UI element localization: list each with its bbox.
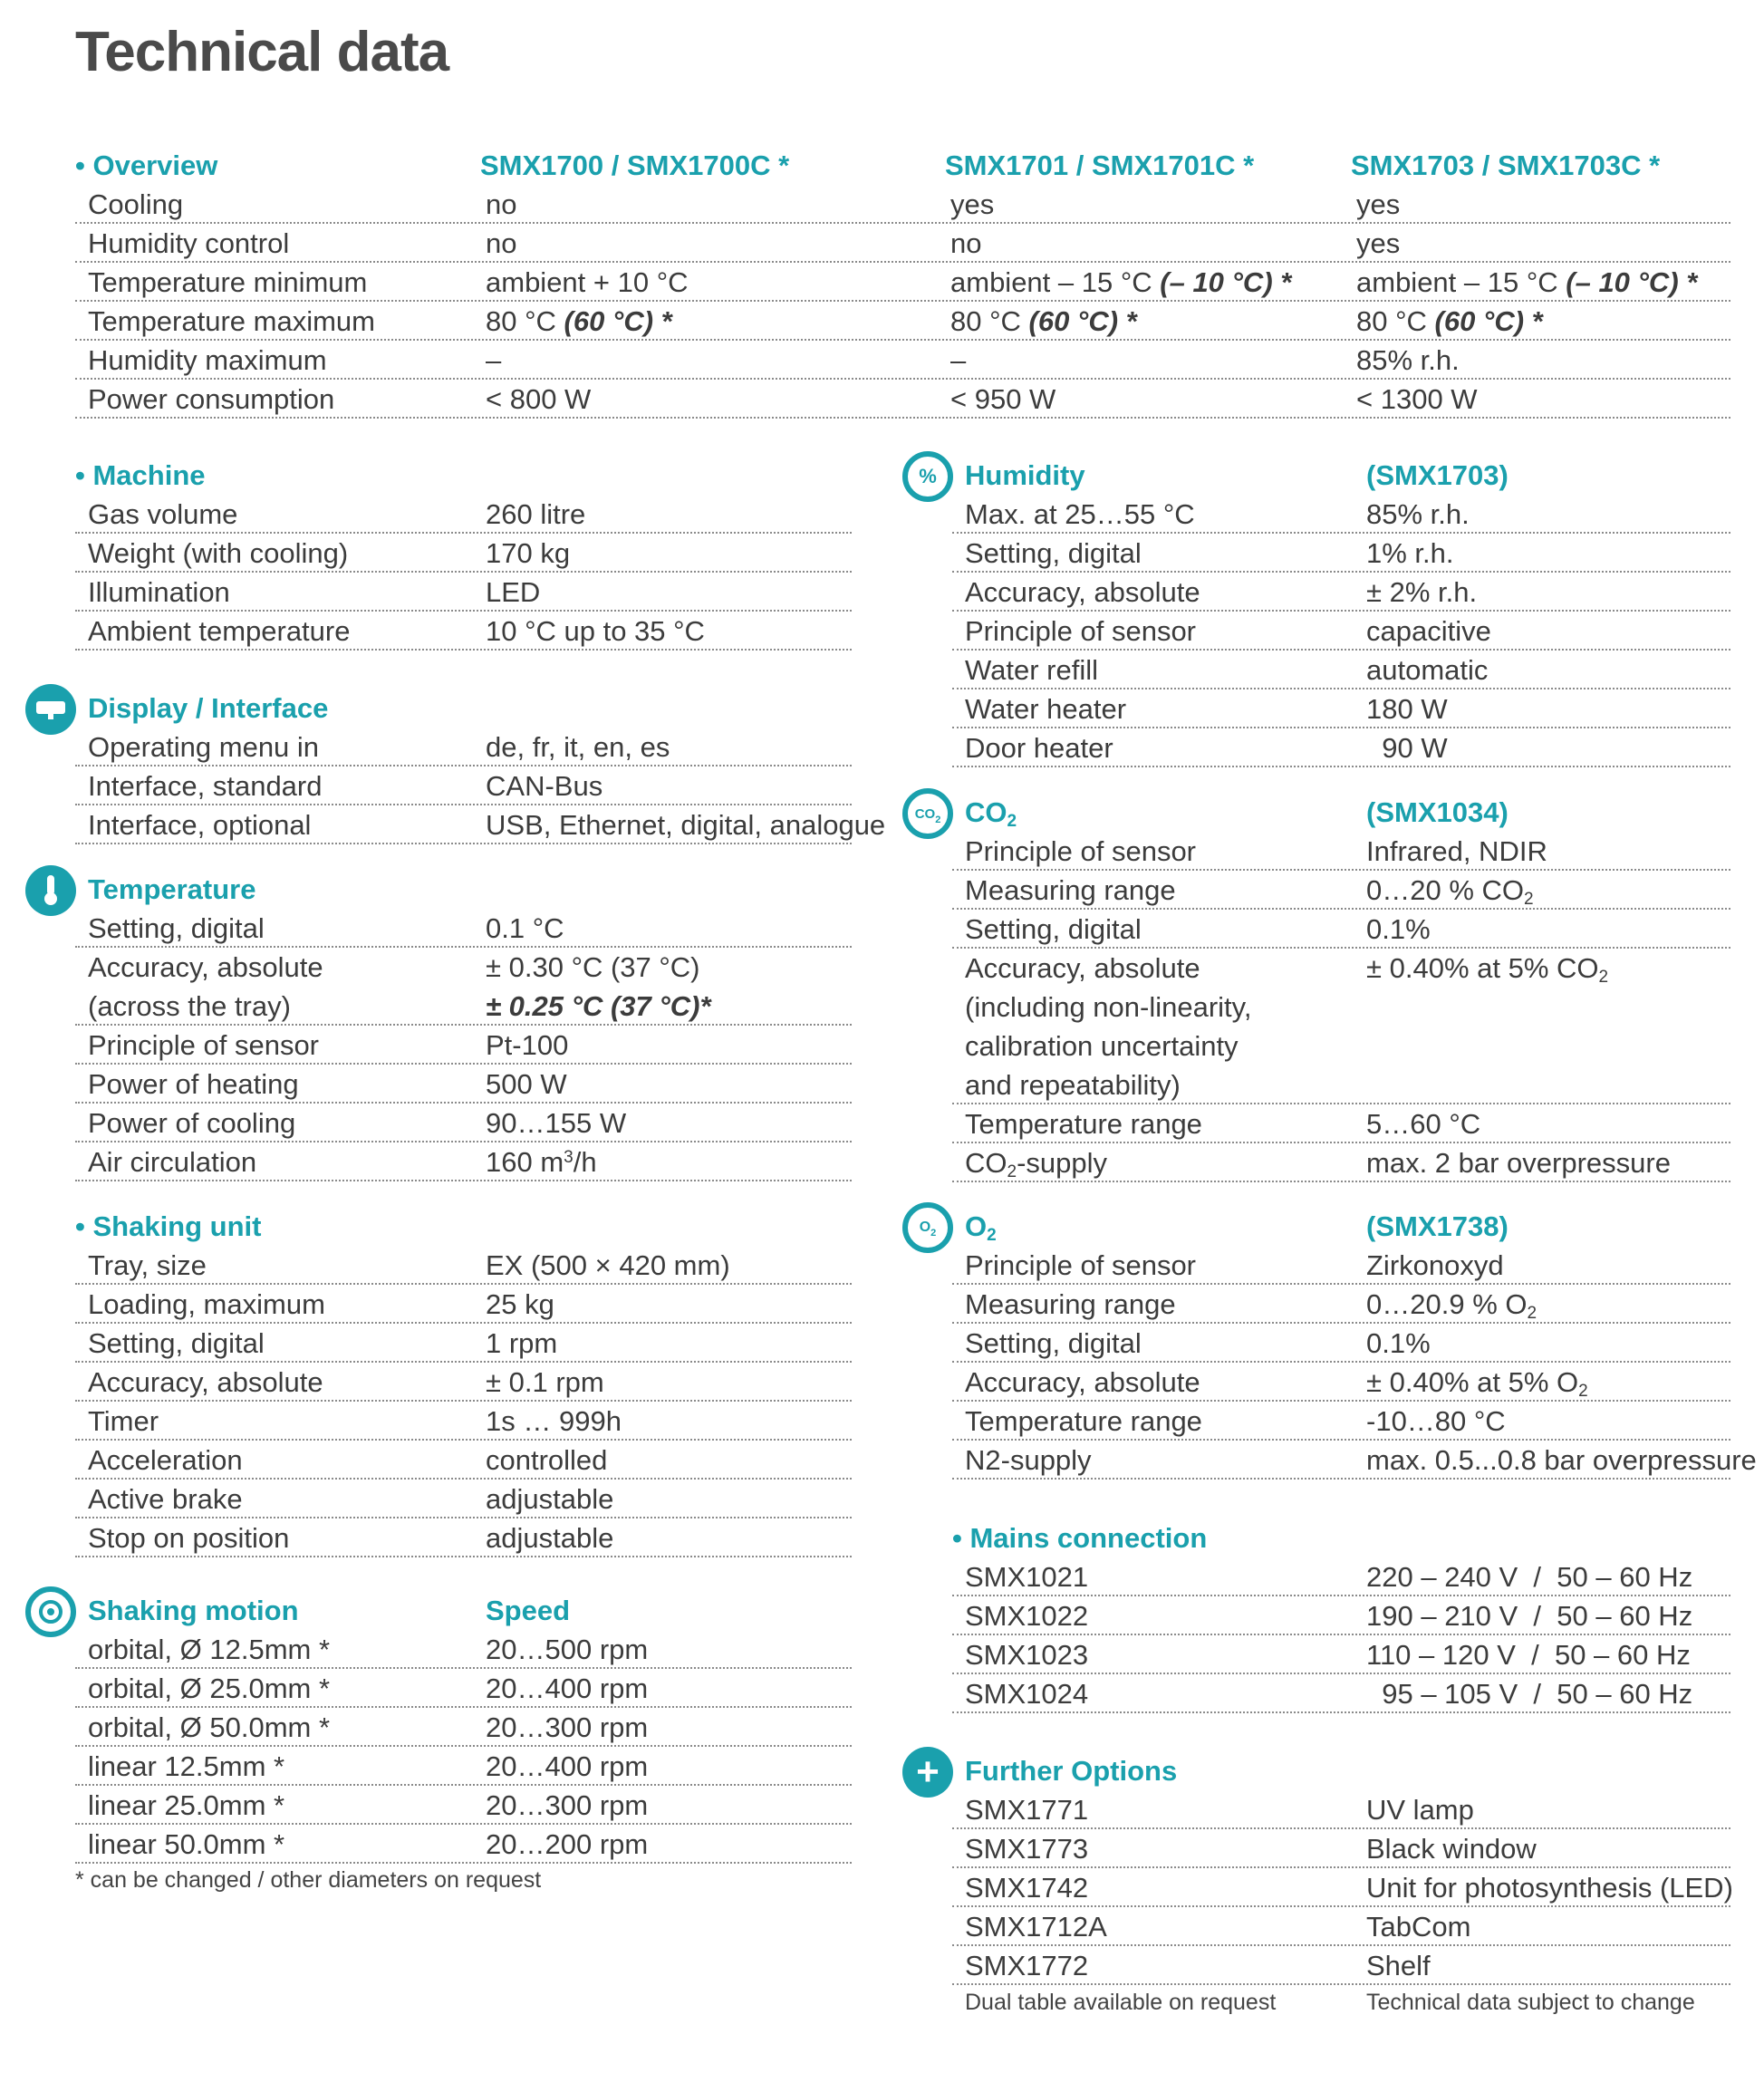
humidity-section (952, 456, 1730, 767)
table-row (952, 612, 1730, 651)
model-header-2: SMX1701 / SMX1701C * (945, 149, 1255, 181)
row-value: 1% r.h. (1366, 537, 1454, 569)
row-value: 170 kg (486, 537, 571, 569)
co2-model: (SMX1034) (1366, 796, 1509, 828)
row-label: linear 25.0mm * (88, 1789, 285, 1821)
row-label: Active brake (88, 1483, 243, 1515)
o2-section (952, 1207, 1757, 1480)
value-text: 0…20 % CO (1366, 874, 1525, 906)
row-value: yes (1356, 227, 1401, 259)
section-header (952, 1518, 1730, 1557)
table-row (75, 1747, 852, 1786)
row-value (950, 302, 1137, 341)
table-row (75, 224, 1730, 263)
row-label: Principle of sensor (965, 835, 1197, 867)
row-label: Power consumption (88, 383, 335, 415)
table-row (75, 948, 852, 987)
table-row (75, 1786, 852, 1825)
table-row (952, 871, 1730, 910)
row-label: Operating menu in (88, 731, 320, 763)
page-title: Technical data (75, 21, 449, 83)
shaking-motion-section (75, 1591, 852, 1864)
section-header (75, 1591, 852, 1630)
value-sub: 2 (1598, 968, 1609, 987)
row-value: adjustable (486, 1522, 614, 1554)
row-label: Temperature range (965, 1108, 1202, 1140)
co2-title (965, 793, 1017, 832)
row-label: Setting, digital (965, 1327, 1142, 1359)
value-text: 160 m (486, 1146, 564, 1178)
row-label: Accuracy, absolute (965, 1366, 1200, 1398)
table-row (75, 263, 1730, 302)
row-value: TabCom (1366, 1911, 1471, 1943)
row-label: SMX1024 (965, 1678, 1089, 1710)
row-label: Accuracy, absolute (965, 576, 1200, 608)
row-value: 500 W (486, 1068, 567, 1100)
row-value: yes (950, 188, 995, 220)
row-label: SMX1022 (965, 1600, 1089, 1632)
row-label: orbital, Ø 50.0mm * (88, 1711, 331, 1743)
row-label: SMX1023 (965, 1639, 1089, 1671)
row-value: no (950, 227, 982, 259)
row-label: SMX1742 (965, 1872, 1089, 1904)
table-row (75, 1363, 852, 1402)
temperature-section (75, 870, 852, 1181)
value-tail: /h (573, 1146, 597, 1178)
row-label: Humidity control (88, 227, 290, 259)
row-value: 180 W (1366, 693, 1448, 725)
row-value (1366, 871, 1534, 910)
row-value: 20…400 rpm (486, 1673, 649, 1704)
table-row (75, 302, 1730, 341)
table-row (952, 1065, 1730, 1104)
value-text: 80 °C (950, 305, 1021, 337)
table-row (75, 341, 1730, 380)
footnote-subject-to-change: Technical data subject to change (1366, 1990, 1695, 2015)
row-label: Door heater (965, 732, 1113, 764)
table-row (952, 1596, 1730, 1635)
row-label: SMX1771 (965, 1794, 1089, 1826)
label-tail: -supply (1017, 1147, 1108, 1179)
row-value: – (486, 344, 502, 376)
row-label: Humidity maximum (88, 344, 327, 376)
plus-icon (902, 1747, 953, 1798)
row-label: Cooling (88, 188, 184, 220)
co2-section (952, 793, 1730, 1182)
co2-icon-sub: 2 (935, 814, 941, 825)
row-value: EX (500 × 420 mm) (486, 1249, 730, 1281)
row-value: -10…80 °C (1366, 1405, 1506, 1437)
table-row (952, 1829, 1730, 1868)
table-row (952, 1868, 1733, 1907)
row-label: Gas volume (88, 498, 238, 530)
value-alt: (60 °C) * (564, 305, 672, 337)
row-label: SMX1712A (965, 1911, 1107, 1943)
row-value: 0.1% (1366, 913, 1431, 945)
table-row (75, 573, 852, 612)
row-value: < 1300 W (1356, 383, 1478, 415)
value-sub: 2 (1527, 1304, 1537, 1323)
table-row (75, 805, 886, 844)
row-value: 220 – 240 V / 50 – 60 Hz (1366, 1561, 1693, 1593)
row-label: Accuracy, absolute (88, 1366, 323, 1398)
table-row (75, 1402, 852, 1441)
value-text: ± 0.40% at 5% O (1366, 1366, 1579, 1398)
row-value: ± 0.25 °C (37 °C)* (486, 990, 711, 1022)
table-row (952, 832, 1730, 871)
value-text: ambient – 15 °C (1356, 266, 1558, 298)
row-value: 20…200 rpm (486, 1828, 649, 1860)
table-row (952, 1907, 1730, 1946)
row-value: 260 litre (486, 498, 586, 530)
table-row (75, 495, 852, 534)
table-row (75, 728, 852, 766)
o2-icon-text (919, 1220, 937, 1239)
section-header (75, 456, 852, 495)
row-value: no (486, 188, 517, 220)
row-value: < 800 W (486, 383, 592, 415)
row-label: Measuring range (965, 1288, 1176, 1320)
row-value: 85% r.h. (1356, 344, 1460, 376)
row-value: 20…500 rpm (486, 1634, 649, 1665)
row-label: Setting, digital (965, 537, 1142, 569)
value-text: 0…20.9 % O (1366, 1288, 1528, 1320)
table-row (75, 987, 852, 1026)
section-header (952, 1751, 1730, 1790)
row-value: 1s … 999h (486, 1405, 622, 1437)
section-header (75, 870, 852, 909)
row-label: Water refill (965, 654, 1098, 686)
row-value: 20…300 rpm (486, 1789, 649, 1821)
row-value: 85% r.h. (1366, 498, 1470, 530)
section-header (75, 1207, 852, 1246)
row-value: Black window (1366, 1833, 1537, 1865)
value-text: 80 °C (486, 305, 556, 337)
overview-section (75, 146, 1730, 419)
o2-icon (902, 1202, 953, 1253)
plus-icon-text: + (916, 1750, 940, 1794)
table-row (952, 534, 1730, 573)
row-label: Stop on position (88, 1522, 290, 1554)
table-row (952, 1674, 1730, 1713)
row-value: ambient + 10 °C (486, 266, 689, 298)
options-section (952, 1751, 1733, 1985)
row-label: Max. at 25…55 °C (965, 498, 1195, 530)
table-row (75, 1324, 852, 1363)
table-row (75, 1285, 852, 1324)
mains-title: • Mains connection (952, 1518, 1207, 1557)
row-value: USB, Ethernet, digital, analogue (486, 809, 886, 841)
row-value: – (950, 344, 967, 376)
table-row (952, 689, 1730, 728)
table-row (75, 1669, 852, 1708)
value-sub: 2 (1578, 1382, 1588, 1401)
row-label: Timer (88, 1405, 159, 1437)
orbital-motion-icon (25, 1586, 76, 1637)
table-row (952, 1285, 1730, 1324)
row-value: no (486, 227, 517, 259)
co2-icon (902, 788, 953, 839)
display-title: Display / Interface (88, 692, 329, 724)
speed-header: Speed (486, 1595, 571, 1626)
row-label: Principle of sensor (88, 1029, 320, 1061)
table-row (952, 1946, 1730, 1985)
humidity-title: Humidity (965, 459, 1085, 491)
row-value (1356, 302, 1543, 341)
row-value: 90…155 W (486, 1107, 627, 1139)
row-value: Shelf (1366, 1950, 1431, 1981)
row-value: Zirkonoxyd (1366, 1249, 1504, 1281)
row-value: adjustable (486, 1483, 614, 1515)
row-label: Accuracy, absolute (965, 952, 1200, 984)
table-row (75, 1246, 852, 1285)
shaking-motion-title: Shaking motion (88, 1595, 299, 1626)
table-row (75, 612, 852, 651)
row-value (1356, 263, 1697, 302)
o2-title-text: O (965, 1210, 988, 1242)
humidity-model: (SMX1703) (1366, 459, 1509, 491)
shaking-unit-title: • Shaking unit (75, 1207, 261, 1246)
temperature-title: Temperature (88, 873, 256, 905)
table-row (75, 1142, 852, 1181)
row-label: SMX1773 (965, 1833, 1089, 1865)
row-label: Loading, maximum (88, 1288, 325, 1320)
row-label: Tray, size (88, 1249, 207, 1281)
row-value: UV lamp (1366, 1794, 1474, 1826)
row-value: ± 0.1 rpm (486, 1366, 604, 1398)
row-label: Interface, optional (88, 809, 312, 841)
row-label: orbital, Ø 12.5mm * (88, 1634, 331, 1665)
row-value (1366, 1363, 1588, 1402)
table-row (952, 1324, 1730, 1363)
row-value (1366, 1285, 1537, 1324)
row-value: < 950 W (950, 383, 1056, 415)
o2-model: (SMX1738) (1366, 1210, 1509, 1242)
row-value: 20…300 rpm (486, 1711, 649, 1743)
table-row (75, 1065, 852, 1104)
table-row (952, 1363, 1730, 1402)
row-value (1366, 949, 1608, 988)
row-label: Acceleration (88, 1444, 243, 1476)
table-row (952, 728, 1730, 767)
table-row (75, 534, 852, 573)
model-header-3: SMX1703 / SMX1703C * (1351, 149, 1661, 181)
section-header (75, 689, 852, 728)
row-label: SMX1021 (965, 1561, 1089, 1593)
row-label: SMX1772 (965, 1950, 1089, 1981)
footnote: * can be changed / other diameters on request (75, 1867, 542, 1893)
row-label: Weight (with cooling) (88, 537, 349, 569)
row-value: 25 kg (486, 1288, 554, 1320)
co2-icon-text (914, 805, 941, 825)
row-value: max. 0.5...0.8 bar overpressure (1366, 1444, 1757, 1476)
overview-title: • Overview (75, 146, 217, 185)
row-label: Setting, digital (88, 912, 265, 944)
row-value: 190 – 210 V / 50 – 60 Hz (1366, 1600, 1693, 1632)
row-label: Power of heating (88, 1068, 299, 1100)
row-label: Setting, digital (88, 1327, 265, 1359)
row-label: calibration uncertainty (965, 1030, 1239, 1062)
table-row (952, 988, 1730, 1027)
row-value (486, 1142, 597, 1181)
row-value: 1 rpm (486, 1327, 558, 1359)
row-label: Measuring range (965, 874, 1176, 906)
table-row (952, 910, 1730, 949)
table-row (75, 909, 852, 948)
row-value: max. 2 bar overpressure (1366, 1147, 1671, 1179)
footnote-dual-table: Dual table available on request (965, 1990, 1277, 2015)
model-header-1: SMX1700 / SMX1700C * (480, 149, 790, 181)
row-label: Accuracy, absolute (88, 951, 323, 983)
row-label: Water heater (965, 693, 1127, 725)
row-value: 10 °C up to 35 °C (486, 615, 705, 647)
section-header (952, 1207, 1730, 1246)
table-row (952, 573, 1730, 612)
table-row (75, 185, 1730, 224)
row-value: ± 0.30 °C (37 °C) (486, 951, 700, 983)
display-icon (25, 684, 76, 735)
humidity-drop-icon (902, 451, 953, 502)
o2-icon-sub: 2 (930, 1228, 937, 1239)
co2-icon-letters: CO (914, 805, 936, 822)
value-text: ambient – 15 °C (950, 266, 1152, 298)
co2-title-sub: 2 (1007, 812, 1017, 831)
row-value: Infrared, NDIR (1366, 835, 1547, 867)
table-row (75, 1630, 852, 1669)
row-value: yes (1356, 188, 1401, 220)
row-label: (including non-linearity, (965, 991, 1252, 1023)
row-value: controlled (486, 1444, 608, 1476)
machine-section (75, 456, 852, 651)
table-row (75, 1708, 852, 1747)
row-label: Illumination (88, 576, 230, 608)
label-sub: 2 (1007, 1162, 1017, 1181)
row-value (486, 302, 672, 341)
row-value: automatic (1366, 654, 1489, 686)
table-row (75, 1026, 852, 1065)
row-value: de, fr, it, en, es (486, 731, 670, 763)
shaking-unit-section (75, 1207, 852, 1557)
row-value: Pt-100 (486, 1029, 569, 1061)
co2-title-text: CO (965, 796, 1007, 828)
table-row (75, 1825, 852, 1864)
row-label: N2-supply (965, 1444, 1092, 1476)
table-row (952, 1104, 1730, 1143)
table-row (75, 380, 1730, 419)
options-title: Further Options (965, 1755, 1178, 1787)
value-alt: (60 °C) * (1434, 305, 1543, 337)
row-label: (across the tray) (88, 990, 291, 1022)
table-row (75, 1480, 852, 1518)
value-text: 80 °C (1356, 305, 1427, 337)
row-value: Unit for photosynthesis (LED) (1366, 1872, 1733, 1904)
thermometer-icon (25, 865, 76, 916)
value-alt: (– 10 °C) * (1566, 266, 1698, 298)
row-label: Temperature minimum (88, 266, 368, 298)
row-value (950, 263, 1291, 302)
row-value: CAN-Bus (486, 770, 603, 802)
value-text: ± 0.40% at 5% CO (1366, 952, 1599, 984)
table-row (952, 495, 1730, 534)
table-row (952, 1402, 1730, 1441)
value-sup: 3 (564, 1148, 574, 1167)
row-label: Power of cooling (88, 1107, 296, 1139)
table-row (952, 1790, 1730, 1829)
table-row (75, 766, 852, 805)
o2-title (965, 1207, 997, 1246)
row-value: ± 2% r.h. (1366, 576, 1478, 608)
row-label: Principle of sensor (965, 615, 1197, 647)
row-label: Air circulation (88, 1146, 257, 1178)
humidity-icon-text: % (919, 465, 937, 487)
table-row (952, 1557, 1730, 1596)
row-label: Setting, digital (965, 913, 1142, 945)
section-header (952, 456, 1730, 495)
table-row (75, 1104, 852, 1142)
row-label: linear 12.5mm * (88, 1750, 285, 1782)
row-label: and repeatability) (965, 1069, 1181, 1101)
value-alt: (– 10 °C) * (1160, 266, 1292, 298)
row-value: 0.1% (1366, 1327, 1431, 1359)
table-row (952, 651, 1730, 689)
table-row (952, 1635, 1730, 1674)
table-row (952, 1143, 1730, 1182)
row-value: 0.1 °C (486, 912, 564, 944)
row-label: linear 50.0mm * (88, 1828, 285, 1860)
table-row (75, 1518, 852, 1557)
row-label: Temperature range (965, 1405, 1202, 1437)
table-row (952, 1246, 1730, 1285)
display-section (75, 689, 886, 844)
row-label: Temperature maximum (88, 305, 375, 337)
row-label: orbital, Ø 25.0mm * (88, 1673, 331, 1704)
machine-title: • Machine (75, 456, 206, 495)
table-row (952, 949, 1730, 988)
table-row (952, 1027, 1730, 1065)
row-value: LED (486, 576, 541, 608)
row-value: 5…60 °C (1366, 1108, 1481, 1140)
mains-section (952, 1518, 1730, 1713)
row-value: 95 – 105 V / 50 – 60 Hz (1366, 1678, 1693, 1710)
row-value: capacitive (1366, 615, 1491, 647)
row-label: Principle of sensor (965, 1249, 1197, 1281)
section-header (952, 793, 1730, 832)
row-value: 110 – 120 V / 50 – 60 Hz (1366, 1639, 1691, 1671)
row-label (965, 1143, 1107, 1182)
table-row (952, 1441, 1757, 1480)
table-row (75, 1441, 852, 1480)
label-text: CO (965, 1147, 1007, 1179)
value-sub: 2 (1524, 890, 1534, 909)
o2-icon-letters: O (919, 1220, 931, 1235)
overview-header-row (75, 146, 1730, 185)
value-alt: (60 °C) * (1028, 305, 1137, 337)
row-label: Ambient temperature (88, 615, 351, 647)
row-label: Interface, standard (88, 770, 323, 802)
o2-title-sub: 2 (987, 1226, 997, 1245)
row-value: 90 W (1366, 732, 1448, 764)
row-value: 20…400 rpm (486, 1750, 649, 1782)
